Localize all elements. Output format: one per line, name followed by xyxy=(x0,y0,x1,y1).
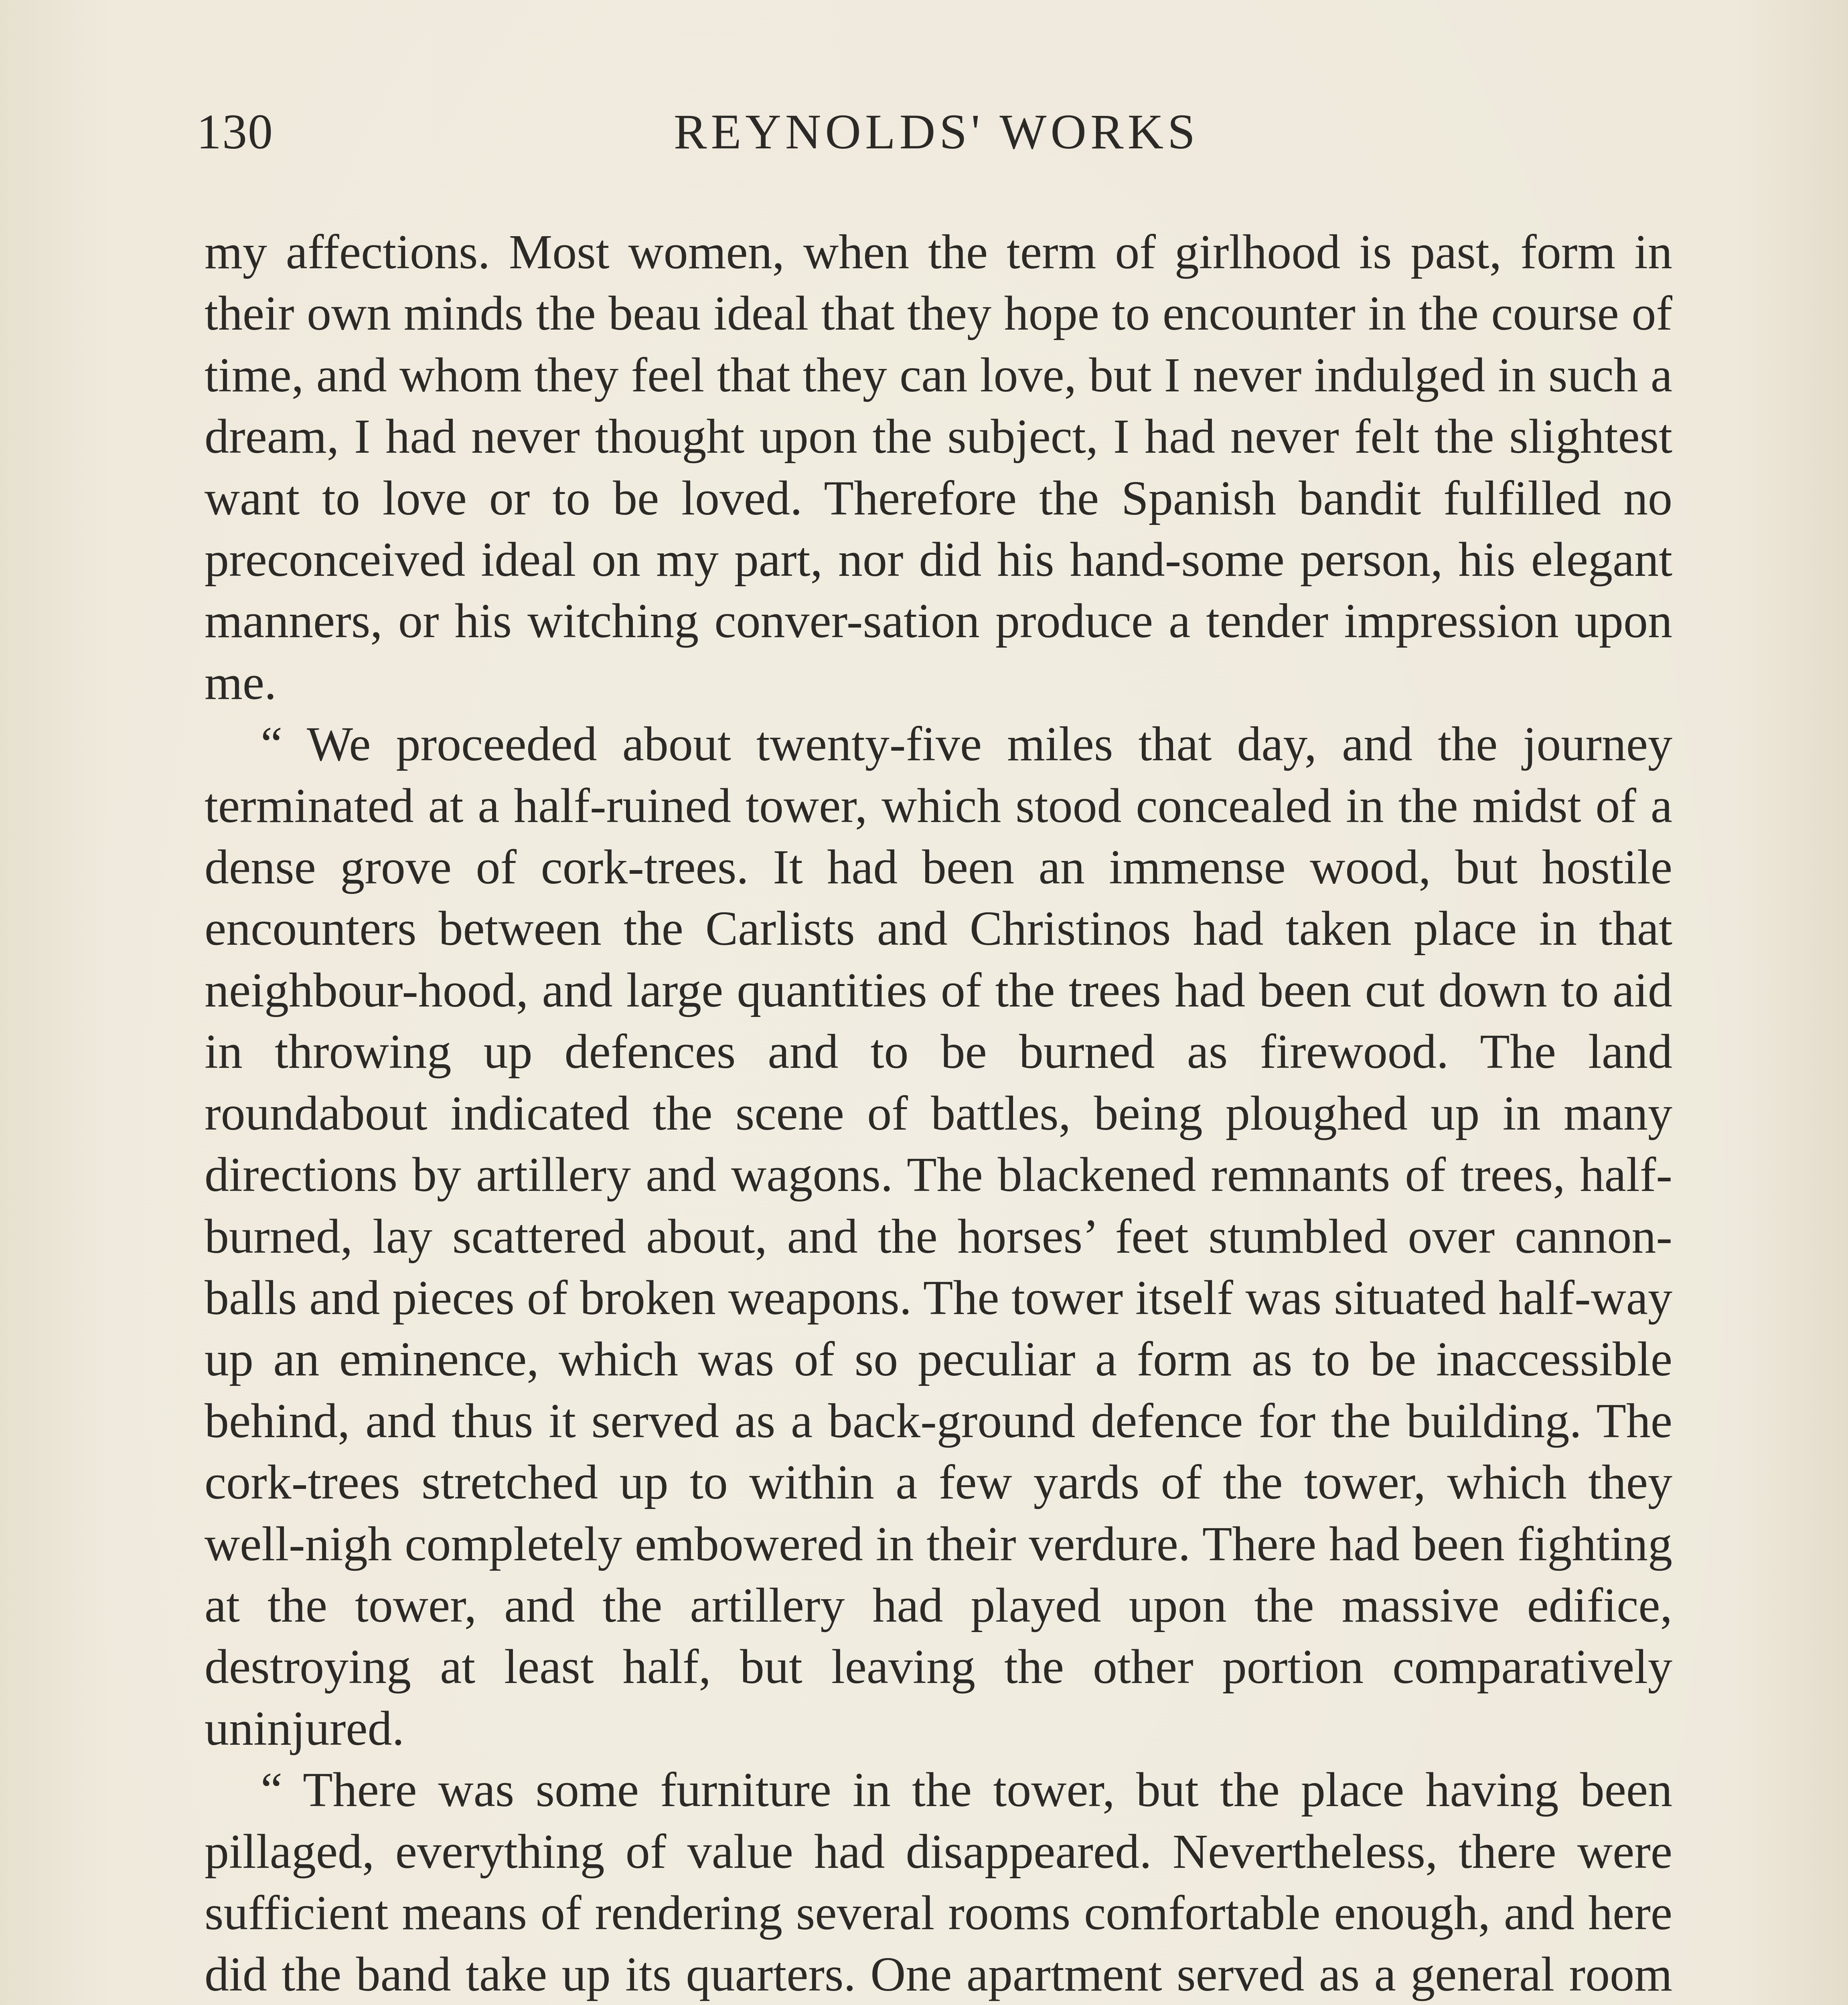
paragraph-3: “ There was some furniture in the tower, but the place having been pillaged, everything of value had disappeared. Nevertheless, there were sufficient means of rendering several rooms comfortable enough, and here did the band take up its quarters. One apartment served as a general room xyxy=(205,1763,1672,2002)
page-number: 130 xyxy=(197,104,274,159)
page-header xyxy=(197,103,1676,184)
running-title: REYNOLDS' WORKS xyxy=(673,104,1200,159)
paragraph-2: “ We proceeded about twenty-five miles that day, and the journey terminated at a half-ruined tower, which stood concealed in the midst of a dense grove of cork-trees. It had been an immense wood, but hostile encounters between the Carlists and Christinos had taken place in that neighbour-hood, and large quantities of the trees had been cut down to aid in throwing up defences and to be burned as firewood. The land roundabout indicated the scene of battles, being ploughed up in many directions by artillery and wagons. The blackened remnants of trees, half-burned, lay scattered about, and the horses’ feet stumbled over cannon-balls and pieces of broken weapons. The tower itself was situated half-way up an eminence, which was of so peculiar a form as to be inaccessible behind, and thus it served as a back-ground defence for the building. The cork-trees stretched up to within a few yards of the tower, which they well-nigh completely embowered in their verdure. There had been fighting at the tower, and the artillery had played upon the massive edifice, destroying at least half, but leaving the other portion comparatively uninjured. xyxy=(205,717,1672,1756)
paragraph-1: my affections. Most women, when the term of girlhood is past, form in their own minds the beau ideal that they hope to encounter in the course of time, and whom they feel that they can love, but I never indulged in such a dream, I had never thought upon the subject, I had never felt the slightest want to love or to be loved. Therefore the Spanish bandit fulfilled no preconceived ideal on my part, nor did his hand-some person, his elegant manners, or his witching conver-sation produce a tender impression upon me. xyxy=(205,225,1672,710)
body-text xyxy=(205,221,1672,2005)
